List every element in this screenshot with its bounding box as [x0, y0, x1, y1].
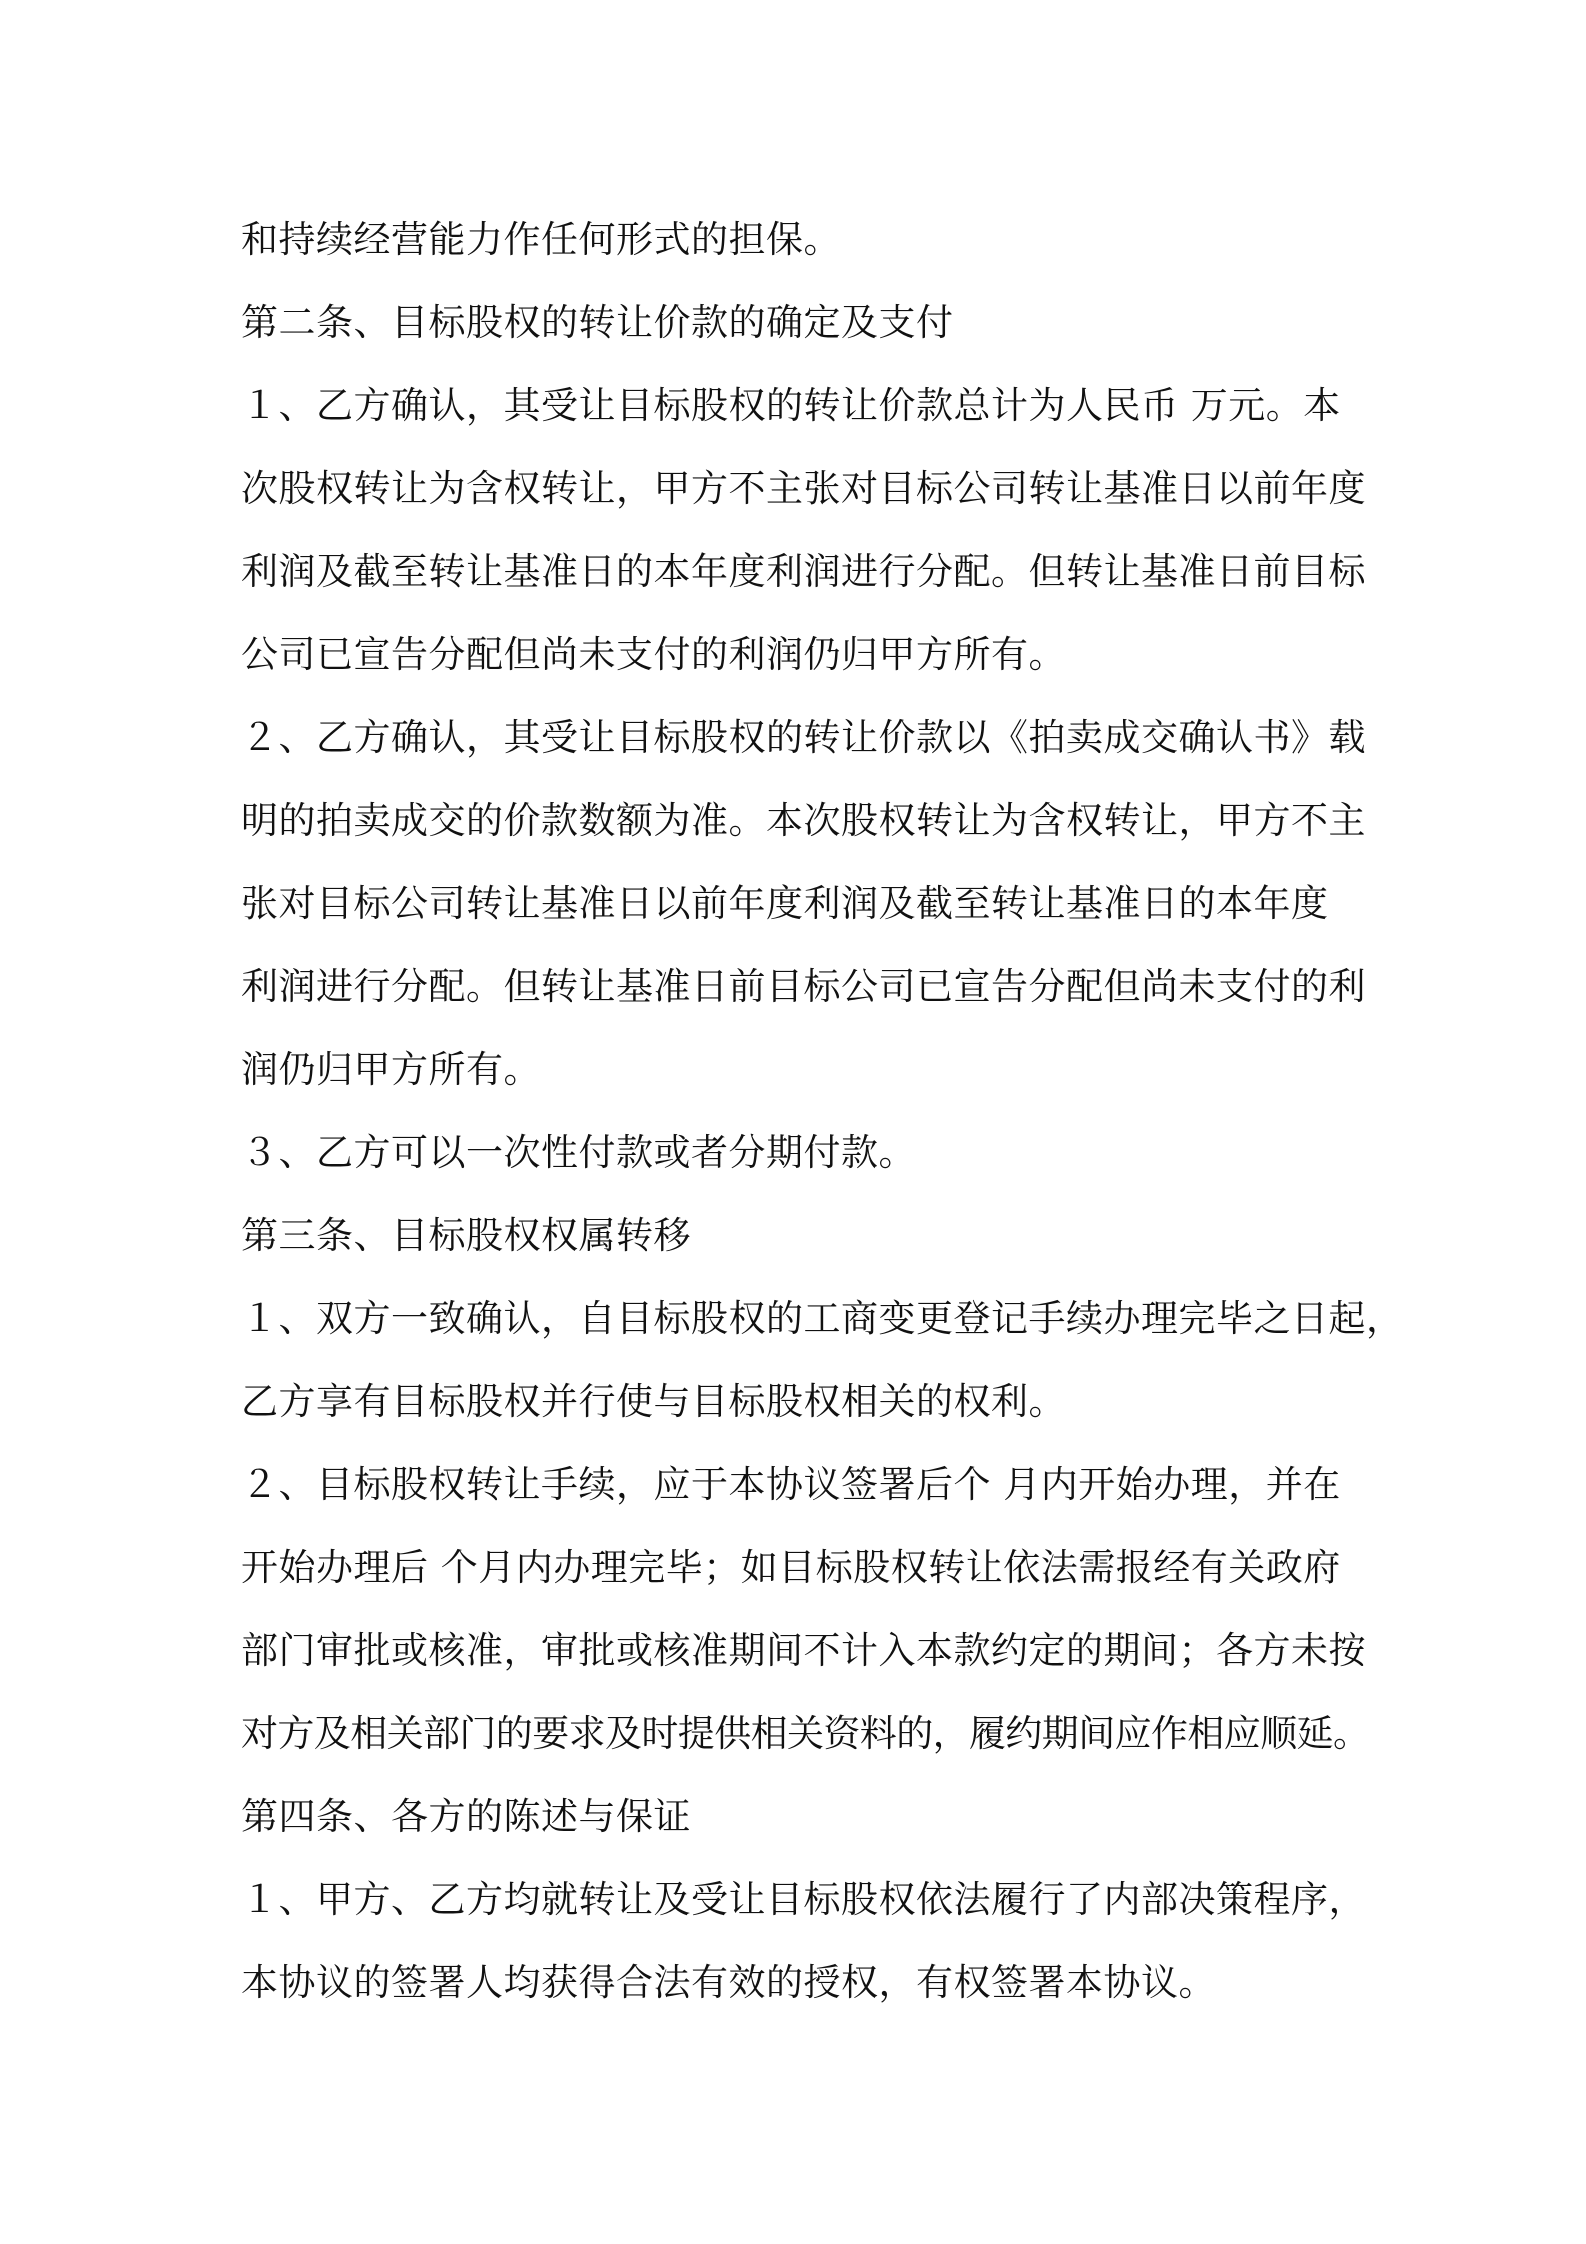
section-heading-article-2: 第二条、目标股权的转让价款的确定及支付	[241, 301, 954, 344]
document-body	[241, 198, 1404, 2024]
text-line: 利润及截至转让基准日的本年度利润进行分配。但转让基准日前目标	[241, 550, 1366, 593]
text-line: 对方及相关部门的要求及时提供相关资料的，履约期间应作相应顺延。	[241, 1712, 1370, 1755]
text-line: １、乙方确认，其受让目标股权的转让价款总计为人民币 万元。本	[241, 384, 1341, 427]
text-line: 乙方享有目标股权并行使与目标股权相关的权利。	[241, 1380, 1066, 1423]
text-line: 润仍归甲方所有。	[241, 1048, 541, 1091]
text-line: ３、乙方可以一次性付款或者分期付款。	[241, 1131, 916, 1174]
section-heading-article-4: 第四条、各方的陈述与保证	[241, 1795, 691, 1838]
text-line: 本协议的签署人均获得合法有效的授权，有权签署本协议。	[241, 1961, 1216, 2004]
text-line: 和持续经营能力作任何形式的担保。	[241, 218, 841, 261]
text-line: 利润进行分配。但转让基准日前目标公司已宣告分配但尚未支付的利	[241, 965, 1366, 1008]
text-line: 张对目标公司转让基准日以前年度利润及截至转让基准日的本年度	[241, 882, 1329, 925]
text-line: 公司已宣告分配但尚未支付的利润仍归甲方所有。	[241, 633, 1066, 676]
text-line: ２、目标股权转让手续，应于本协议签署后个 月内开始办理，并在	[241, 1463, 1341, 1506]
text-line: 开始办理后 个月内办理完毕；如目标股权转让依法需报经有关政府	[241, 1546, 1341, 1589]
text-line: 明的拍卖成交的价款数额为准。本次股权转让为含权转让，甲方不主	[241, 799, 1366, 842]
text-line: １、甲方、乙方均就转让及受让目标股权依法履行了内部决策程序，	[241, 1878, 1366, 1921]
text-line: ２、乙方确认，其受让目标股权的转让价款以《拍卖成交确认书》载	[241, 716, 1366, 759]
text-line: １、双方一致确认，自目标股权的工商变更登记手续办理完毕之日起，	[241, 1297, 1404, 1340]
section-heading-article-3: 第三条、目标股权权属转移	[241, 1214, 691, 1257]
text-line: 部门审批或核准，审批或核准期间不计入本款约定的期间；各方未按	[241, 1629, 1366, 1672]
text-line: 次股权转让为含权转让，甲方不主张对目标公司转让基准日以前年度	[241, 467, 1366, 510]
